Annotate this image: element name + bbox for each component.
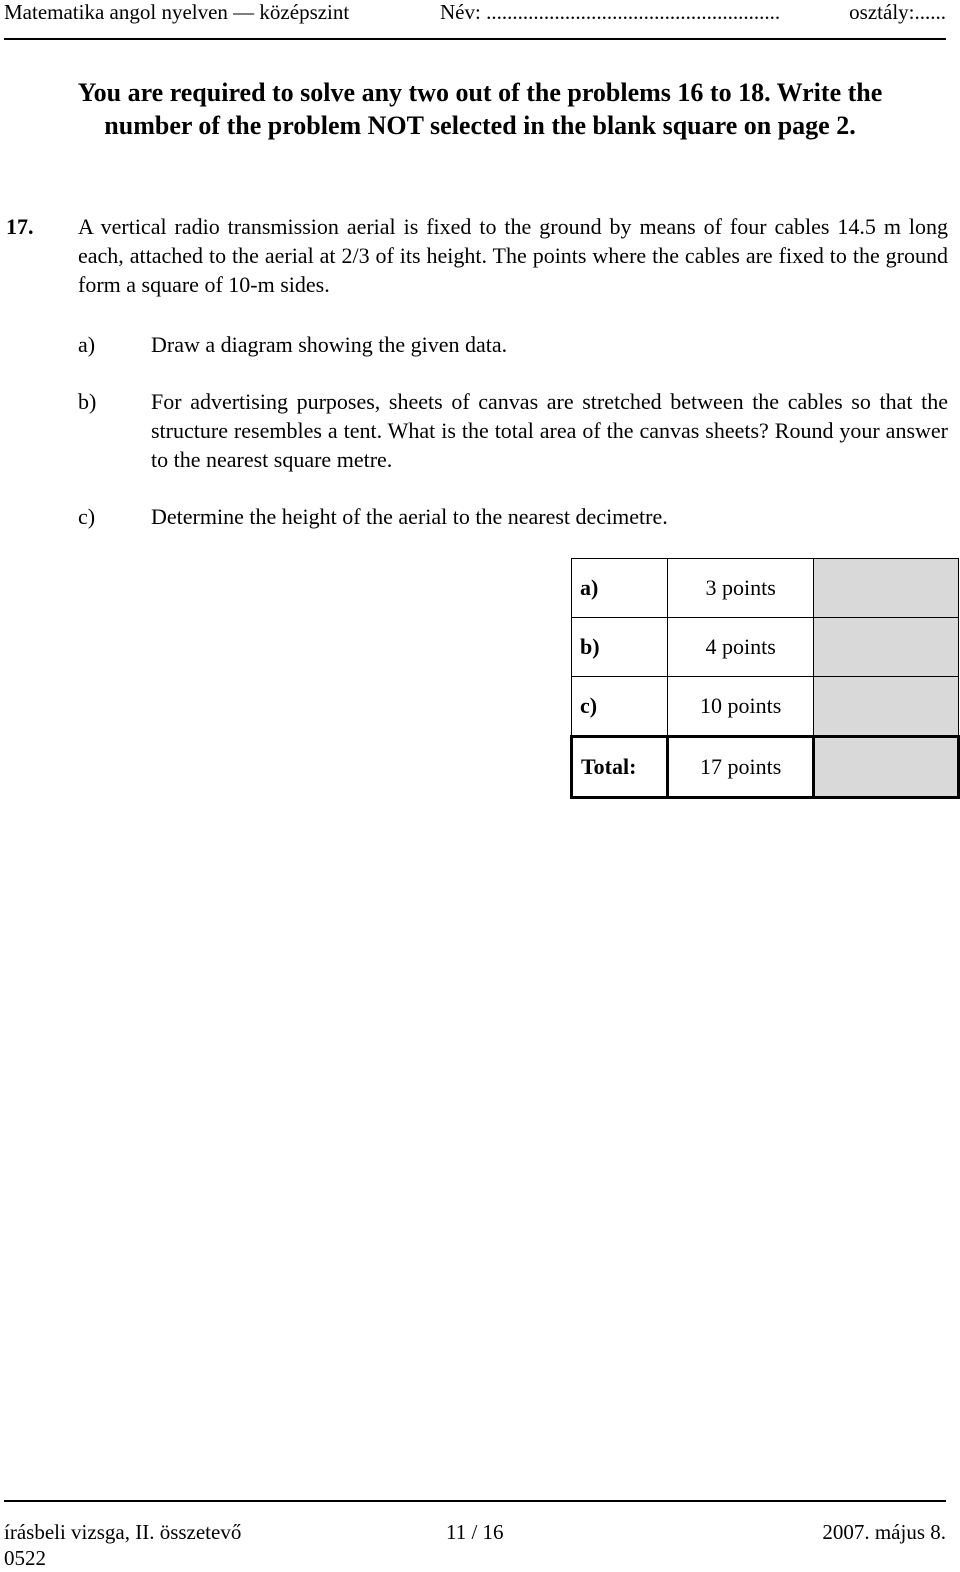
header-subject: Matematika angol nyelven — középszint [4,0,350,24]
score-points: 4 points [668,618,814,677]
score-total-label: Total: [572,737,668,798]
footer-exam-code: 0522 [4,1546,46,1570]
instruction-text [20,76,940,142]
score-entry-box [814,677,959,737]
header-class-field: osztály:...... [849,0,946,24]
score-total-entry-box [814,737,959,798]
problem-part-b [78,387,948,474]
score-label: c) [572,677,668,737]
score-entry-box [814,618,959,677]
part-text: Determine the height of the aerial to the nearest decimetre. [151,504,668,529]
score-row-b [572,618,959,677]
footer-page-number: 11 / 16 [446,1520,504,1544]
problem-statement [6,212,948,299]
score-row-total [572,737,959,798]
score-table [570,558,960,799]
problem-part-a [78,330,948,359]
footer-exam-name: írásbeli vizsga, II. összetevő [4,1520,242,1544]
part-label: c) [78,504,96,529]
instruction-line-1: You are required to solve any two out of the problems 16 to 18. Write the [77,78,883,107]
page-header [4,0,946,40]
problem-number: 17. [6,214,34,239]
score-points: 3 points [668,559,814,618]
header-name-field: Név: ........................................................ [440,0,781,24]
score-label: a) [572,559,668,618]
part-label: a) [78,332,96,357]
problem-part-c [78,502,948,531]
part-label: b) [78,389,97,414]
problem-text: A vertical radio transmission aerial is fixed to the ground by means of four cables 14.5 m long each, attached to the aerial at 2/3 of its height. The points where the cables are fixed to the ground form a square of 10-m sides. [78,214,948,297]
footer-date: 2007. május 8. [822,1520,946,1544]
score-total-points: 17 points [668,737,814,798]
score-points: 10 points [668,677,814,737]
score-row-a [572,559,959,618]
instruction-line-2: number of the problem NOT selected in the blank square on page 2. [104,111,856,140]
part-text: For advertising purposes, sheets of canvas are stretched between the cables so that the structure resembles a tent. What is the total area of the canvas sheets? Round your answer to the nearest square metre. [151,389,948,472]
score-row-c [572,677,959,737]
score-entry-box [814,559,959,618]
page-footer [4,1500,946,1570]
part-text: Draw a diagram showing the given data. [151,332,508,357]
score-label: b) [572,618,668,677]
